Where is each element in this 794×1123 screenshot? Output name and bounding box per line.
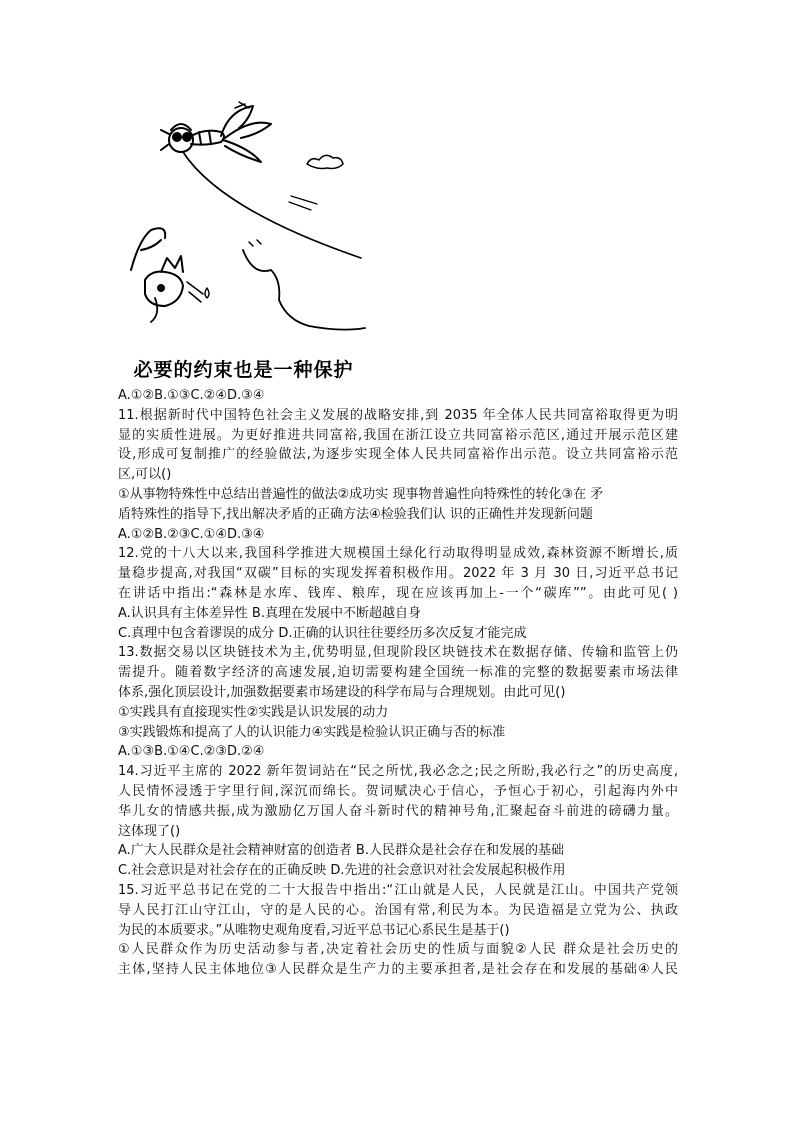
cartoon-illustration bbox=[121, 100, 366, 384]
text-line: 人民情怀浸透于字里行间,深沉而绵长。贺词赋决心于信心，予恒心于初心，引起海内外中 bbox=[118, 783, 678, 799]
text-line: 导人民打江山守江山，守的是人民的心。治国有常,利民为本。为民造福是立党为公、执政 bbox=[118, 902, 678, 918]
text-line: ①从事物特殊性中总结出普遍性的做法②成功实 现事物普遍性向特殊性的转化③在 矛 bbox=[118, 486, 604, 502]
text-line: 主体,坚持人民主体地位③人民群众是生产力的主要承担者,是社会存在和发展的基础④人民 bbox=[118, 962, 678, 978]
question-text-block bbox=[118, 386, 678, 980]
text-line: 为民的本质要求。”从唯物史观角度看,习近平总书记心系民生是基于() bbox=[118, 922, 510, 938]
text-line: 设,形成可复制推广的经验做法,为逐步实现全体人民共同富裕作出示范。设立共同富裕示范 bbox=[118, 447, 678, 463]
text-line: 区,可以() bbox=[118, 467, 172, 483]
text-line: A.广大人民群众是社会精神财富的创造者 B.人民群众是社会存在和发展的基础 bbox=[118, 843, 564, 859]
text-line: 显的实质性进展。为更好推进共同富裕,我国在浙江设立共同富裕示范区,通过开展示范区建 bbox=[118, 427, 678, 443]
text-line: A.①②B.①③C.②④D.③④ bbox=[118, 388, 265, 403]
text-line: 15.习近平总书记在党的二十大报告中指出:“江山就是人民，人民就是江山。中国共产党领 bbox=[118, 882, 678, 898]
text-line: 需提升。随着数字经济的高速发展,迫切需要构建全国统一标准的完整的数据要素市场法律 bbox=[118, 665, 678, 681]
text-line: C.社会意识是对社会存在的正确反映 D.先进的社会意识对社会发展起积极作用 bbox=[118, 863, 566, 879]
text-line: 盾特殊性的指导下,找出解决矛盾的正确方法④检验我们认 识的正确性并发现新问题 bbox=[118, 506, 593, 522]
text-line: 12.党的十八大以来,我国科学推进大规模国土绿化行动取得明显成效,森林资源不断增长,质 bbox=[118, 546, 678, 562]
kite-bird-drawing bbox=[121, 100, 366, 345]
text-line: 华儿女的情感共振,成为激励亿万国人奋斗新时代的精神号角,汇聚起奋斗前进的磅礴力量。 bbox=[118, 803, 678, 819]
text-line: 体系,强化顶层设计,加强数据要素市场建设的科学布局与合理规划。由此可见() bbox=[118, 684, 566, 700]
text-line: 在讲话中指出:“森林是水库、钱库、粮库，现在应该再加上-一个“碳库””。由此可见( ) bbox=[118, 585, 678, 601]
text-line: A.①②B.②③C.①④D.③④ bbox=[118, 526, 265, 542]
text-line: A.①③B.①④C.②③D.②④ bbox=[118, 744, 265, 760]
text-line: ③实践锻炼和提高了人的认识能力④实践是检验认识正确与否的标准 bbox=[118, 724, 506, 740]
text-line: ①实践具有直接现实性②实践是认识发展的动力 bbox=[118, 704, 389, 720]
cartoon-caption: 必要的约束也是一种保护 bbox=[133, 359, 354, 381]
text-line: A.认识具有主体差异性 B.真理在发展中不断超越自身 bbox=[118, 605, 421, 621]
text-line: C.真理中包含着谬误的成分 D.正确的认识往往要经历多次反复才能完成 bbox=[118, 625, 527, 641]
text-line: 13.数据交易以区块链技术为主,优势明显,但现阶段区块链技术在数据存储、传输和监管上仍 bbox=[118, 645, 678, 661]
text-line: ①人民群众作为历史活动参与者,决定着社会历史的性质与面貌②人民 群众是社会历史的 bbox=[118, 942, 678, 958]
text-line: 量稳步提高,对我国“双碳”目标的实现发挥着积极作用。2022 年 3 月 30 日,习近平总书记 bbox=[118, 566, 678, 582]
text-line: 14.习近平主席的 2022 新年贺词站在“民之所忧,我必念之;民之所盼,我必行之”的历史高度, bbox=[118, 764, 678, 780]
text-line: 11.根据新时代中国特色社会主义发展的战略安排,到 2035 年全体人民共同富裕取得更为明 bbox=[118, 407, 678, 423]
text-line: 这体现了() bbox=[118, 823, 181, 839]
